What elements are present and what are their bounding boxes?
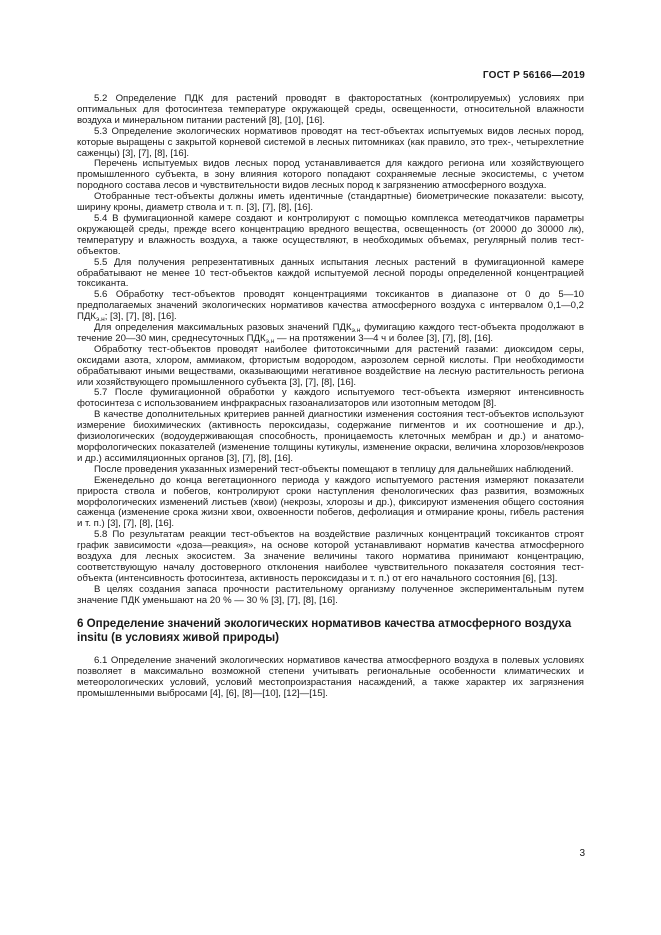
paragraph-weekly: Еженедельно до конца вегетационного периода у каждого испытуемого растения измеряют показатели прироста ствола и побегов, контролируют сроки наступления фенологических фаз развития, возможных морфологических изменений листьев (хвои) (некрозы, хлорозы и др.), фиксируют изменения общего состояния саженца (изменение срока жизни хвои, охвоенности побегов, дефолиация и отмирание кроны, гибель растения и т. п.) [3], [7], [8], [16]. bbox=[77, 474, 584, 530]
paragraph-species-list: Перечень испытуемых видов лесных пород устанавливается для каждого региона или хозяйствующего промышленного субъекта, в зону влияния которого попадают сохраняемые лесные экосистемы, с учетом породного состава лесов и чувствительности видов лесных пород к загрязнению атмосферного воздуха. bbox=[77, 158, 584, 192]
paragraph-6-1: 6.1 Определение значений экологических нормативов качества атмосферного воздуха в полевых условиях позволяет в максимально возможной степени учитывать региональные особенности климатических и метеорологических условий, условий местопроизрастания насаждений, а также характер их загрязнения промышленными выбросами [4], [6], [8]—[10], [12]—[15]. bbox=[77, 654, 584, 699]
document-header-id: ГОСТ Р 56166—2019 bbox=[482, 70, 585, 81]
paragraph-5-6-after: ; [3], [7], [8], [16]. bbox=[104, 311, 177, 323]
document-body bbox=[77, 94, 584, 699]
paragraph-selected-objects: Отобранные тест-объекты должны иметь идентичные (стандартные) биометрические показатели: высоту, ширину кроны, диаметр ствола и т. п. [3], [7], [8], [16]. bbox=[77, 191, 584, 214]
pdk-subscript: э.н bbox=[351, 327, 361, 335]
pdk-subscript: э.н bbox=[265, 337, 275, 345]
paragraph-criteria: В качестве дополнительных критериев ранней диагностики изменения состояния тест-объектов используют измерение биохимических (активность пероксидазы, содержание пигментов и их соотношение и др.), физиологических (водоудерживающая способность, проницаемость клеточных мембран и др.) и анатомо-морфологических показателей (изменение толщины кутикулы, изменение окраски, величина хлорозов/некрозов и др.) ассимиляционных органов [3], [7], [8], [16]. bbox=[77, 409, 584, 464]
paragraph-5-4: 5.4 В фумигационной камере создают и контролируют с помощью комплекса метеодатчиков параметры окружающей среды, прежде всего концентрацию вредного вещества, освещенность (от 20000 до 30000 лк), температуру и влажность воздуха, а также осуществляют, в необходимых объемах, регулярный полив тест-объектов. bbox=[77, 212, 584, 257]
paragraph-5-6-text: 5.6 Обработку тест-объектов проводят концентрациями токсикантов в диапазоне от 0 до 5—10 предполагаемых значений экологических нормативов качества атмосферного воздуха с интервалом 0,1—0,2 ПДК bbox=[77, 289, 584, 323]
paragraph-max-values-mid: фумигацию каждого тест-объекта продолжают в течение 20—30 мин, среднесуточных ПДК bbox=[77, 322, 584, 344]
paragraph-gases: Обработку тест-объектов проводят наиболее фитотоксичными для растений газами: диоксидом серы, оксидами азота, хлором, аммиаком, фтористым водородом, аэрозолем серной кислоты. При необходимости обрабатывают иными веществами, оказывающими негативное воздействие на лесную растительность региона или хозяйствующего промышленного субъекта [3], [7], [8], [16]. bbox=[77, 343, 584, 388]
paragraph-5-3: 5.3 Определение экологических нормативов проводят на тест-объектах испытуемых видов лесных пород, которые выращены с закрытой корневой системой в лесных питомниках (как правило, это трех-, четырехлетние саженцы) [3], [7], [8], [16]. bbox=[77, 125, 584, 159]
paragraph-5-8: 5.8 По результатам реакции тест-объектов на воздействие различных концентраций токсикантов строят график зависимости «доза—реакция», на основе которой устанавливают норматив качества атмосферного воздуха для лесных экосистем. За значение величины такого норматива принимают концентрацию, соответствующую началу достоверного отклонения наиболее чувствительного показателя состояния тест-объекта (интенсивность фотосинтеза, активность пероксидазы и т. п.) от его начального состояния [6], [13]. bbox=[77, 529, 584, 584]
page-number: 3 bbox=[579, 848, 585, 859]
pdk-subscript: э.н bbox=[95, 316, 105, 324]
paragraph-max-values-text: Для определения максимальных разовых значений ПДК bbox=[94, 322, 352, 334]
paragraph-5-7: 5.7 После фумигационной обработки у каждого испытуемого тест-объекта измеряют интенсивность фотосинтеза с использованием инфракрасных газоанализаторов или изотопным методом [8]. bbox=[77, 387, 584, 410]
section-6-title: 6 Определение значений экологических нормативов качества атмосферного воздуха insitu (в условиях живой природы) bbox=[77, 616, 572, 645]
paragraph-max-values bbox=[77, 323, 584, 345]
paragraph-greenhouse: После проведения указанных измерений тест-объекты помещают в теплицу для дальнейших наблюдений. bbox=[94, 463, 574, 475]
paragraph-max-values-end: — на протяжении 3—4 ч и более [3], [7], [8], [16]. bbox=[274, 332, 494, 344]
paragraph-5-5: 5.5 Для получения репрезентативных данных испытания лесных растений в фумигационной камере обрабатывают не менее 10 тест-объектов каждой испытуемой лесной породы определенной концентрацией токсиканта. bbox=[77, 256, 584, 290]
paragraph-5-2: 5.2 Определение ПДК для растений проводят в факторостатных (контролируемых) условиях при оптимальных для фотосинтеза температуре окружающей среды, освещенности, относительной влажности воздуха и минеральном питании растений [8], [10], [16]. bbox=[77, 93, 584, 126]
paragraph-5-6 bbox=[77, 290, 584, 323]
paragraph-safety-margin: В целях создания запаса прочности растительному организму полученное экспериментальным путем значение ПДК уменьшают на 20 % — 30 % [3], [7], [8], [16]. bbox=[77, 583, 584, 606]
